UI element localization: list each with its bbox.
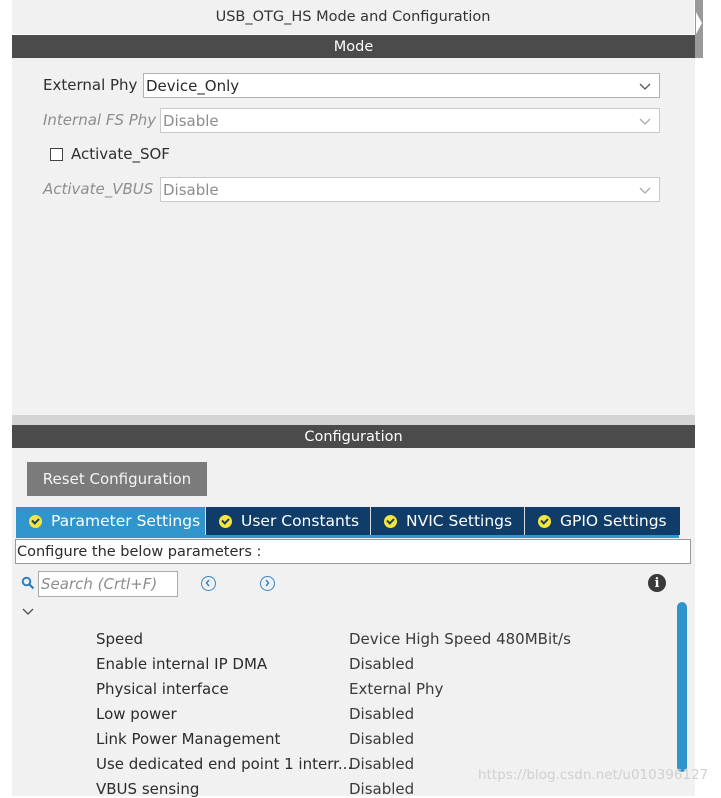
activate-vbus-value: Disable bbox=[163, 180, 219, 199]
internal-fs-phy-value: Disable bbox=[163, 111, 219, 130]
param-value[interactable]: External Phy bbox=[349, 680, 444, 698]
activate-sof-checkbox[interactable] bbox=[50, 148, 63, 161]
external-phy-value: Device_Only bbox=[146, 76, 240, 95]
activate-sof-label: Activate_SOF bbox=[71, 145, 170, 163]
check-icon bbox=[219, 515, 232, 528]
mode-section-header: Mode bbox=[12, 35, 695, 58]
internal-fs-phy-label: Internal FS Phy bbox=[43, 111, 157, 129]
chevron-down-icon bbox=[638, 183, 652, 197]
param-name[interactable]: Speed bbox=[96, 630, 144, 648]
tab-label: Parameter Settings bbox=[51, 512, 201, 530]
param-value[interactable]: Disabled bbox=[349, 705, 415, 723]
activate-vbus-label: Activate_VBUS bbox=[43, 180, 154, 198]
vertical-scrollbar[interactable] bbox=[677, 602, 687, 772]
tab-underline bbox=[16, 535, 679, 538]
info-icon[interactable]: i bbox=[648, 574, 666, 592]
tab-label: User Constants bbox=[241, 512, 360, 530]
activate-vbus-select[interactable] bbox=[160, 177, 660, 202]
search-placeholder: Search (Crtl+F) bbox=[41, 575, 158, 593]
param-value[interactable]: Disabled bbox=[349, 655, 415, 673]
watermark: https://blog.csdn.net/u010396127 bbox=[478, 767, 709, 783]
param-name[interactable]: Enable internal IP DMA bbox=[96, 655, 268, 673]
chevron-down-icon bbox=[638, 114, 652, 128]
tab-user-constants[interactable] bbox=[206, 507, 371, 535]
configuration-section-header: Configuration bbox=[12, 425, 695, 448]
tab-label: GPIO Settings bbox=[560, 512, 667, 530]
next-match-button[interactable] bbox=[260, 576, 275, 591]
param-value[interactable]: Disabled bbox=[349, 755, 415, 773]
tab-label: NVIC Settings bbox=[406, 512, 513, 530]
chevron-down-icon[interactable] bbox=[21, 606, 35, 618]
param-name[interactable]: Use dedicated end point 1 interr... bbox=[96, 755, 353, 773]
chevron-right-icon bbox=[261, 577, 273, 589]
param-name[interactable]: VBUS sensing bbox=[96, 780, 200, 798]
param-value[interactable]: Disabled bbox=[349, 730, 415, 748]
check-icon bbox=[29, 515, 42, 528]
external-phy-select[interactable] bbox=[143, 73, 660, 98]
collapse-arrow-icon[interactable] bbox=[695, 8, 703, 38]
tab-nvic-settings[interactable] bbox=[371, 507, 525, 535]
check-icon bbox=[538, 515, 551, 528]
external-phy-label: External Phy bbox=[43, 76, 138, 94]
param-value[interactable]: Disabled bbox=[349, 780, 415, 798]
search-input[interactable] bbox=[38, 571, 178, 597]
param-name[interactable]: Link Power Management bbox=[96, 730, 281, 748]
reset-configuration-button[interactable]: Reset Configuration bbox=[27, 462, 207, 496]
config-tabs bbox=[16, 507, 680, 535]
window-title: USB_OTG_HS Mode and Configuration bbox=[12, 0, 694, 34]
previous-match-button[interactable] bbox=[201, 576, 216, 591]
tab-gpio-settings[interactable] bbox=[525, 507, 680, 535]
param-value[interactable]: Device High Speed 480MBit/s bbox=[349, 630, 571, 648]
tab-parameter-settings[interactable] bbox=[16, 507, 206, 535]
configure-hint: Configure the below parameters : bbox=[15, 539, 691, 564]
search-icon bbox=[21, 576, 35, 590]
internal-fs-phy-select[interactable] bbox=[160, 108, 660, 133]
section-divider[interactable] bbox=[12, 415, 695, 425]
param-name[interactable]: Low power bbox=[96, 705, 177, 723]
check-icon bbox=[384, 515, 397, 528]
param-name[interactable]: Physical interface bbox=[96, 680, 229, 698]
chevron-down-icon bbox=[638, 79, 652, 93]
chevron-left-icon bbox=[202, 577, 214, 589]
